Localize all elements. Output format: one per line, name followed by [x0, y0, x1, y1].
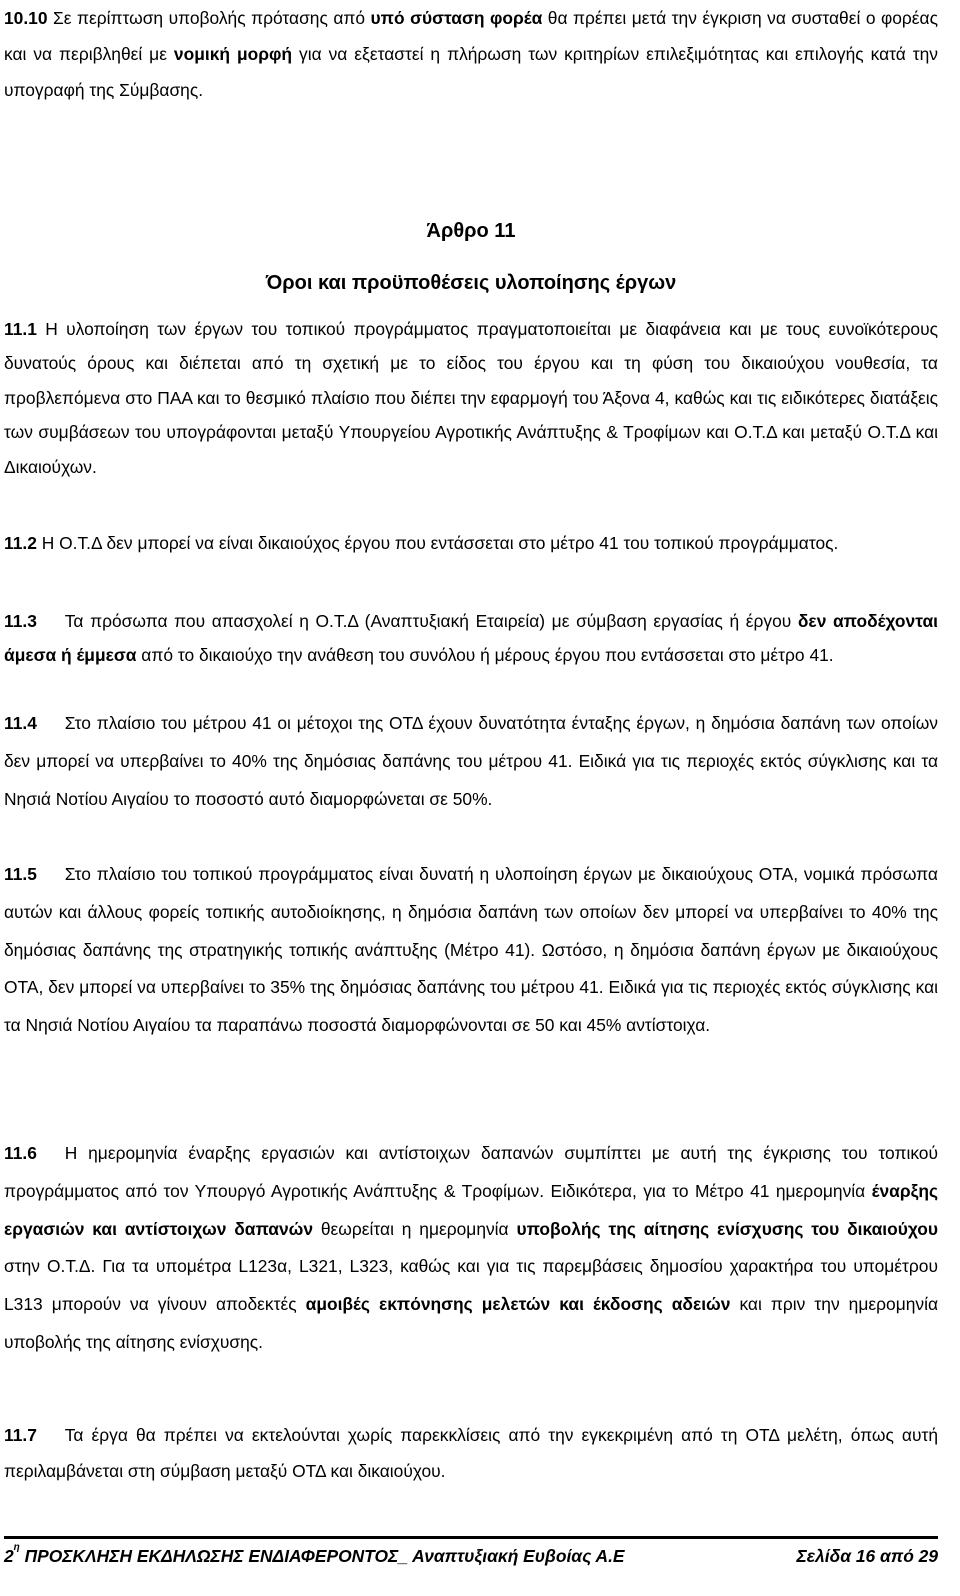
paragraph-11-1: 11.1 Η υλοποίηση των έργων του τοπικού προγράμματος πραγματοποιείται με διαφάνεια και με τους ευνοϊκότερους δυνατούς όρους και διέπεται από τη σχετική με το είδος του έργου και τη φύση του δικαιούχου νουθεσία, τα προβλεπόμενα στο ΠΑΑ και το θεσμικό πλαίσιο που διέπει την εφαρμογή του Άξονα 4, καθώς και τις ειδικότερες διατάξεις των συμβάσεων του υπογράφονται μεταξύ Υπουργείου Αγροτικής Ανάπτυξης & Τροφίμων και Ο.Τ.Δ και μεταξύ Ο.Τ.Δ και Δικαιούχων. — [4, 319, 938, 477]
page-number: Σελίδα 16 από 29 — [796, 1546, 938, 1566]
page-footer — [4, 1536, 938, 1571]
paragraph-number: 11.3 — [4, 611, 37, 631]
paragraph-number: 11.4 — [4, 713, 37, 733]
paragraph-number: 11.7 — [4, 1425, 37, 1445]
paragraph-number: 11.1 — [4, 319, 37, 339]
paragraph-number: 11.5 — [4, 864, 37, 884]
paragraph-number: 11.2 — [4, 533, 37, 553]
paragraph-11-6: 11.6 Η ημερομηνία έναρξης εργασιών και αντίστοιχων δαπανών συμπίπτει με αυτή της έγκρισης του τοπικού προγράμματος από τον Υπουργό Αγροτικής Ανάπτυξης & Τροφίμων. Ειδικότερα, για το Μέτρο 41 ημερομηνία έναρξης εργασιών και αντίστοιχων δαπανών θεωρείται η ημερομηνία υποβολής της αίτησης ενίσχυσης του δικαιούχου στην Ο.Τ.Δ. Για τα υπομέτρα L123α, L321, L323, καθώς και για τις παρεμβάσεις δημοσίου χαρακτήρα του υπομέτρου L313 μπορούν να γίνουν αποδεκτές αμοιβές εκπόνησης μελετών και έκδοσης αδειών και πριν την ημερομηνία υποβολής της αίτησης ενίσχυσης. — [4, 1143, 938, 1352]
paragraph-11-7: 11.7 Τα έργα θα πρέπει να εκτελούνται χωρίς παρεκκλίσεις από την εγκεκριμένη από τη ΟΤΔ μελέτη, όπως αυτή περιλαμβάνεται στη σύμβαση μεταξύ ΟΤΔ και δικαιούχου. — [4, 1425, 938, 1481]
paragraph-number: 11.6 — [4, 1143, 37, 1163]
paragraph-11-2: 11.2 Η Ο.Τ.Δ δεν μπορεί να είναι δικαιούχος έργου που εντάσσεται στο μέτρο 41 του τοπικού προγράμματος. — [4, 533, 839, 553]
article-title: Άρθρο 11 — [426, 220, 516, 242]
article-subtitle: Όροι και προϋποθέσεις υλοποίησης έργων — [265, 272, 677, 294]
paragraph-number: 10.10 — [4, 8, 48, 28]
paragraph-11-5: 11.5 Στο πλαίσιο του τοπικού προγράμματος είναι δυνατή η υλοποίηση έργων με δικαιούχους ΟΤΑ, νομικά πρόσωπα αυτών και άλλους φορείς τοπικής αυτοδιοίκησης, η δημόσια δαπάνη των οποίων δεν μπορεί να υπερβαίνει το 40% της δημόσιας δαπάνης της στρατηγικής τοπικής ανάπτυξης (Μέτρο 41). Ωστόσο, η δημόσια δαπάνη έργων με δικαιούχους ΟΤΑ, δεν μπορεί να υπερβαίνει το 35% της δημόσιας δαπάνης του μέτρου 41. Ειδικά για τις περιοχές εκτός σύγκλισης και τα Νησιά Νοτίου Αιγαίου τα παραπάνω ποσοστά διαμορφώνονται σε 50 και 45% αντίστοιχα. — [4, 864, 938, 1036]
paragraph-11-4: 11.4 Στο πλαίσιο του μέτρου 41 οι μέτοχοι της ΟΤΔ έχουν δυνατότητα ένταξης έργων, η δημόσια δαπάνη των οποίων δεν μπορεί να υπερβαίνει το 40% της δημόσιας δαπάνης του μέτρου 41. Ειδικά για τις περιοχές εκτός σύγκλισης και τα Νησιά Νοτίου Αιγαίου το ποσοστό αυτό διαμορφώνεται σε 50%. — [4, 713, 938, 809]
footer-title: $2^\eta$ ΠΡΟΣΚΛΗΣΗ ΕΚΔΗΛΩΣΗΣ ΕΝΔΙΑΦΕΡΟΝΤΟΣ_ Αναπτυξιακή Ευβοίας Α.Ε — [4, 1542, 625, 1566]
paragraph-10-10: 10.10 Σε περίπτωση υποβολής πρότασης από υπό σύσταση φορέα θα πρέπει μετά την έγκριση να συσταθεί ο φορέας και να περιβληθεί με νομική μορφή για να εξεταστεί η πλήρωση των κριτηρίων επιλεξιμότητας και επιλογής κατά την υπογραφή της Σύμβασης. — [4, 8, 938, 100]
paragraph-11-3: 11.3 Τα πρόσωπα που απασχολεί η Ο.Τ.Δ (Αναπτυξιακή Εταιρεία) με σύμβαση εργασίας ή έργου δεν αποδέχονται άμεσα ή έμμεσα από το δικαιούχο την ανάθεση του συνόλου ή μέρους έργου που εντάσσεται στο μέτρο 41. — [4, 611, 938, 666]
